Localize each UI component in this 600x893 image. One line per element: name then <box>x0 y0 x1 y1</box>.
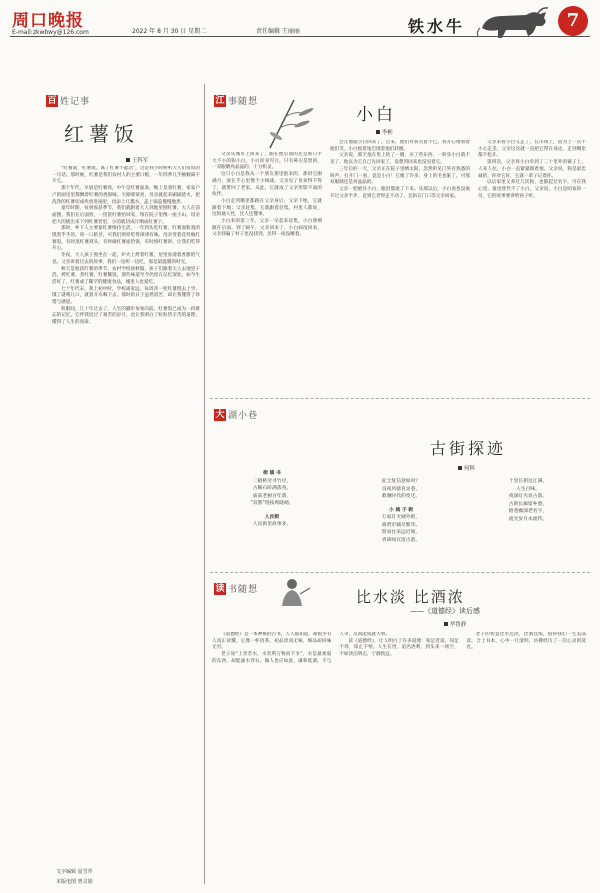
poem-line: 二板桥旁寻竹径， <box>252 478 292 484</box>
article-title-xiaobai: 小白 <box>356 105 396 125</box>
paragraph: 父亲一把抱住小白，眼泪都流了下来。从那以后，小白再也没离开过父亲半步，直到它老得走不动了，还趴在门口等父亲回家。 <box>330 186 470 199</box>
article-body-bishuidan <box>212 632 586 882</box>
section-divider <box>210 572 590 573</box>
paragraph: 父亲来看小白又走了。在市场上，因为上一次不小心走丢，父亲这次就一直把它带在身边，走到哪里都不松开。 <box>478 140 586 159</box>
article-title-hongshufan: 红薯饭 <box>64 122 139 146</box>
paragraph: 那个年代，早晨是红薯汤，中午是红薯面条，晚上是蒸红薯，家家户户的厨房里都飘着红薯的香甜味。天刚蒙蒙亮，母亲就起来刷锅烧火，把洗净的红薯切成块放进锅里，再添上几瓢水，盖上锅盖慢慢地煮。 <box>52 186 200 205</box>
poem-line: 人生百味， <box>516 486 540 492</box>
paper-name: 周口晚报 <box>12 11 84 31</box>
header-rule <box>10 36 590 37</box>
poem-line: 万家灯火城外街， <box>381 515 421 520</box>
poem-line: 古街长廊留乡愁， <box>508 501 548 507</box>
poem-line: 流光岁月永流传。 <box>508 516 548 522</box>
author-square-icon <box>376 130 380 134</box>
badge-char: 江 <box>215 95 225 106</box>
article-title-gujie: 古街探迹 <box>430 439 507 458</box>
poem-line: 陌巷幽深老名字， <box>508 509 548 514</box>
paragraph: 会儿他就小白回来了。过来，他们对我笑着不已。我开心地看着他们笑，小白摇着尾巴围着他们转圈。 <box>330 140 470 152</box>
paragraph: 童年时期，每到收获季节，我们就跟着大人到地里刨红薯。大人在前面刨，我们在后面捡，一筐筐红薯抬回家，堆在院子里像一座小山。母亲把大的挑出来下到红薯窖里，小的就切成片晒成红薯干。 <box>52 206 200 225</box>
email: E-mail:zkwbwy@126.com <box>12 29 89 36</box>
poem-line: 夜深灯火显古韵。 <box>508 494 548 499</box>
paragraph: 那时，乡下人主要靠红薯维持生活，一年到头吃红薯，红薯面粉蒸的馍黑乎乎的，咬一口粘牙，可我们照样吃得津津有味。母亲变着花样做红薯饭，有时蒸红薯窝头，有时做红薯面饸饹，有时烙红薯饼，让我们吃得开心。 <box>52 226 200 252</box>
author-name: 李彬 <box>382 130 393 136</box>
poem-line: 良夜风骚育灵巷， <box>381 486 421 492</box>
paragraph: 小白来的第三年，父亲一早起来赶集，小白照例跟在后面。到了晌午，父亲回来了，小白却没回来，父亲找遍了村子也没找到，急得一夜没睡着。 <box>212 219 322 238</box>
poem-line: 商贾市铺尽繁华。 <box>381 522 421 528</box>
column-divider <box>204 84 205 884</box>
article-body-xiaobai-part3 <box>478 140 586 390</box>
poem-gujie-right <box>470 478 586 523</box>
author-name: 毕鲁静 <box>450 622 467 628</box>
badge-char: 读 <box>215 583 225 594</box>
paragraph: 转眼间，几十年过去了，人生的脚步匆匆向前。红薯饭已成为一段难忘的记忆，它伴我度过了艰苦的岁月，也让我明白了粒粒皆辛苦的道理，懂得了人生的真谛。 <box>52 306 200 326</box>
paragraph: 老子的智慧比水还淡，比酒还浓，值得我们一生去品读。合上书本，心中一片澄明，仿佛经历了一次心灵的洗礼。 <box>466 632 586 651</box>
poem-line: “双鹊”绕枝鸣晓晴。 <box>250 501 294 506</box>
author-square-icon <box>458 466 462 470</box>
poem-title: 街 镇 书 <box>263 471 281 476</box>
footer-photo-editor: 本版电图 曾灵娟 <box>56 879 93 885</box>
badge-label: 书随想 <box>228 585 259 595</box>
author-name: 何辉 <box>464 466 475 472</box>
paragraph: 秋天是收获红薯的季节。农村学校放秋假，孩子们跟着大人去地里干活。烤红薯、煮红薯、红薯稀饭，那些味道至今仍留在记忆深处。如今生活好了，红薯成了稀罕的健康食品，城里人也爱吃。 <box>52 266 200 285</box>
author-square-icon <box>126 158 130 162</box>
poem-line: 征尘复信意如何？ <box>381 479 421 484</box>
footer-text-editor: 文字编辑 夏雪芹 <box>56 869 93 875</box>
page-number: 7 <box>566 10 580 31</box>
paragraph: 父亲说，那天他在集上转了一圈，买了些东西，一转身小白就不见了，他以为它自己先回家了，没想到回来也没见着它。 <box>330 153 470 166</box>
article-body-hongshufan <box>52 166 200 846</box>
author-square-icon <box>444 622 448 626</box>
paragraph: “红薯面，红薯馍，离了红薯不能活”，这是我小时候听大人们常说的一句话。那时候，红薯是我们农村人的主要口粮，一年四季几乎顿顿离不开它。 <box>52 166 200 185</box>
author-byline <box>458 464 475 472</box>
poem-line: 贸易往来远近闻， <box>381 530 421 535</box>
poem-gujie-left <box>336 478 466 544</box>
poem-line: 人民街里故事多， <box>252 522 292 527</box>
author-byline <box>444 620 466 628</box>
article-body-xiaobai-part2 <box>330 140 470 390</box>
paragraph: 第四次，父亲将小白牵到了二十里外的镇子上，人来人往，小白一直紧紧跟着他。父亲说，狗是最忠诚的，你对它好，它就一辈子记着你。 <box>478 160 586 179</box>
paragraph: 读《道德经》，让人明白了许多道理：知足者富，知足不辱，知止不殆。人生在世，追名逐利，到头来一场空，不如淡泊明志，宁静致远。 <box>339 638 459 658</box>
poem-line: 歌谢时代的变迁。 <box>381 494 421 499</box>
section-title: 铁水牛 <box>408 17 466 36</box>
date-line: 2022 年 8 月 30 日 星期二 <box>132 28 207 35</box>
article-subtitle: ——《道德经》读后感 <box>410 607 480 615</box>
author-byline <box>376 128 393 136</box>
paragraph: 七十年代末，我上初中时，学校离家远，每周背一兜红薯馍去上学。饿了就啃几口，就着开水咽下去。那时的日子虽然清苦，却让我懂得了珍惜与感恩。 <box>52 286 200 306</box>
bamboo-illustration-icon <box>260 98 320 150</box>
column-badge-baixing <box>46 94 90 107</box>
paragraph: 《道德经》是一本神秘的古书，人人都知道，却很少有人真正读懂。它像一杯清茶，初品淡而无味，细品却回味无穷。 <box>212 632 332 651</box>
article-body-xiaobai-part1 <box>212 152 322 392</box>
paragraph: 小白走到哪里都跟在父亲身后，父亲下地，它就跟着下地；父亲赶集，它就跟着赶集。村里人都说，这狗通人性，比人还懂事。 <box>212 198 322 218</box>
page-number-badge <box>558 6 588 36</box>
column-badge-dushu <box>214 582 258 595</box>
ink-figure-illustration-icon <box>270 576 314 608</box>
badge-label: 湖小巷 <box>228 411 259 421</box>
badge-label: 事随想 <box>228 97 259 107</box>
poem-subtitle: 人民街 <box>264 514 280 520</box>
author-name: 王科军 <box>132 158 149 164</box>
badge-char: 大 <box>215 409 225 420</box>
column-badge-dahu <box>214 408 258 421</box>
poem-line: 庙前老树百年荫， <box>252 493 292 499</box>
badge-label: 姓记事 <box>60 97 91 107</box>
poem-jiezhen <box>212 470 332 529</box>
masthead <box>8 6 592 46</box>
paragraph: 父亲从城市上回来了，跟在他后面的还是那只半大不小的狗小白。小白浑身雪白，只有鼻尖是黑的，一双眼睛亮晶晶的，十分机灵。 <box>212 152 322 171</box>
editor-line: 责任编辑 王丽丽 <box>256 28 300 35</box>
poem-subtitle: 小 城 子 街 <box>388 507 414 513</box>
column-badge-jiangshi <box>214 94 258 107</box>
paragraph: 老子说“上善若水，水善利万物而不争”，水是最柔弱的东西，却能滴水穿石。做人也应如此，谦和低调，不与人争，反而能成就大事。 <box>212 632 390 664</box>
paragraph: 以后家里又养过几次狗，也都起过名字，可在我心里，谁也替代不了小白。父亲说，小白是咱家的一员，它的故事要讲给孙子听。 <box>478 180 586 199</box>
poem-line: 十里长街这江满， <box>508 479 548 484</box>
author-byline <box>126 156 148 164</box>
poem-line: 古稀石阶满落英。 <box>252 486 292 491</box>
section-divider <box>210 398 590 399</box>
paragraph: 冬夜，大人孩子围坐在一起，炉火上烤着红薯，屋里弥漫着香甜的气息。父亲讲着过去的故事，我们一边听一边吃，那是最温暖的时光。 <box>52 253 200 265</box>
badge-char: 百 <box>47 95 57 106</box>
paragraph: 这只小白是我从一个朋友那里抱来的，那时它刚满月，放在手心里像个小绒球。父亲见了喜欢得不得了，就带回了老家。从此，它就成了父亲形影不离的伙伴。 <box>212 172 322 198</box>
poem-line: 青砖绿瓦留古韵。 <box>381 537 421 543</box>
paragraph: 三年后的一天，父亲正在院子里晒太阳，忽然听见门外有熟悉的叫声，打开门一看，竟是小白！它瘦了许多，身上的毛也脏了，可那双眼睛还是亮晶晶的。 <box>330 166 470 186</box>
article-title-bishuidan: 比水淡 比酒浓 <box>356 588 465 606</box>
